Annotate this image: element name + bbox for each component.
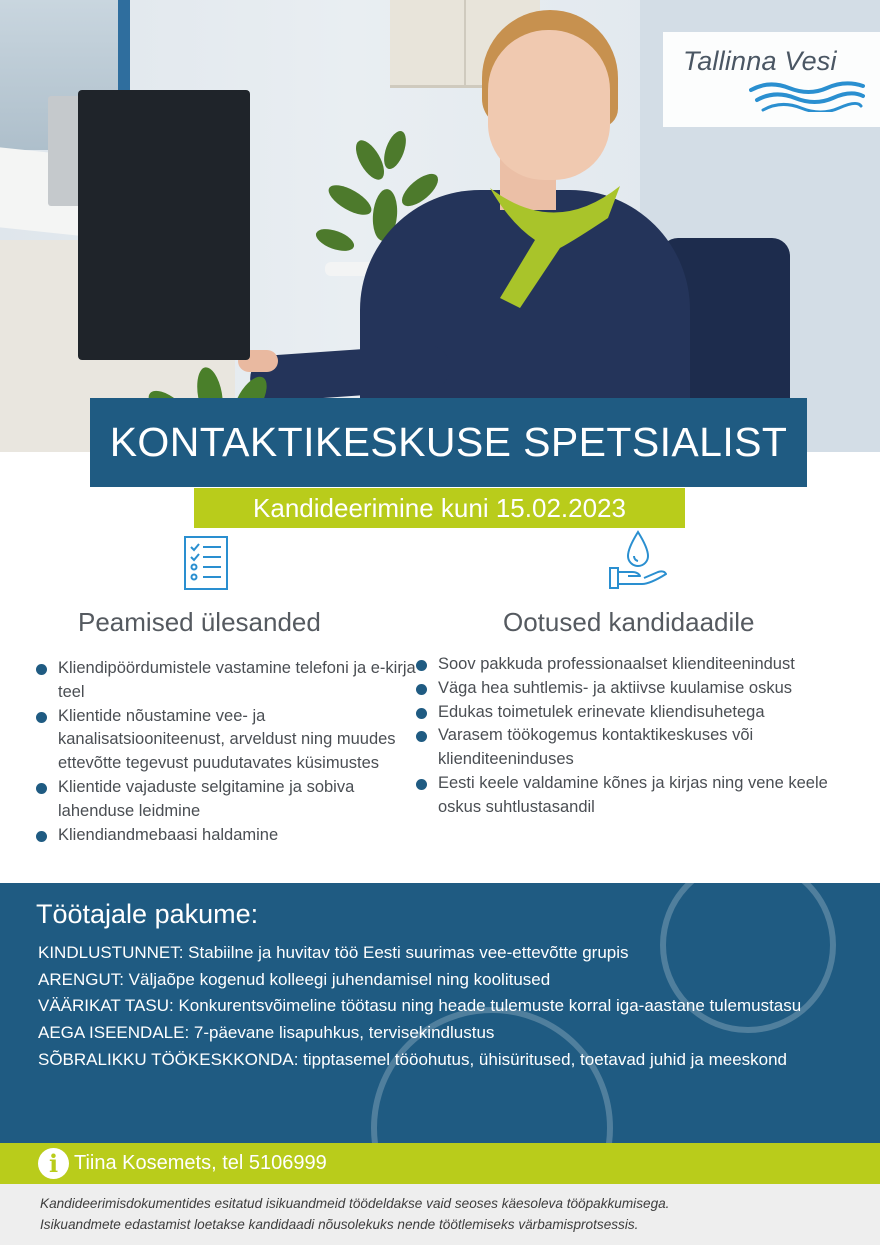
brand-logo [663, 32, 880, 127]
footer-line: Isikuandmete edastamist loetakse kandidaadi nõusolekuks nende töötlemiseks värbamisprotsessis. [40, 1217, 639, 1232]
logo-text: Tallinna Vesi [683, 46, 837, 76]
offer-line: KINDLUSTUNNET: Stabiilne ja huvitav töö Eesti suurimas vee-ettevõtte grupis [38, 943, 629, 962]
list-item: Edukas toimetulek erinevate kliendisuhetega [416, 701, 866, 725]
footer-line: Kandideerimisdokumentides esitatud isikuandmeid töödeldakse vaid seoses käesoleva tööpakkumisega. [40, 1196, 670, 1211]
list-item: Kliendiandmebaasi haldamine [36, 824, 416, 848]
duties-heading: Peamised ülesanded [78, 607, 321, 637]
scarf-icon [480, 178, 630, 318]
deadline-banner [194, 488, 685, 528]
duties-list [36, 657, 416, 847]
checklist-icon [183, 535, 229, 591]
deadline-text: Kandideerimine kuni 15.02.2023 [253, 492, 626, 523]
expectations-list [416, 653, 866, 820]
offer-line: AEGA ISEENDALE: 7-päevane lisapuhkus, tervisekindlustus [38, 1023, 495, 1043]
list-item: Väga hea suhtlemis- ja aktiivse kuulamise oskus [416, 677, 866, 701]
offer-list [38, 940, 838, 1074]
list-item: Klientide nõustamine vee- ja kanalisatsiooniteenust, arveldust ning muudes ettevõtte tegevust puudutavates küsimustes [36, 705, 416, 776]
offer-heading: Töötajale pakume: [36, 899, 259, 929]
list-item: Eesti keele valdamine kõnes ja kirjas ning vene keele oskus suhtlustasandil [416, 772, 866, 820]
offer-section [0, 883, 880, 1143]
list-item: Klientide vajaduste selgitamine ja sobiva lahenduse leidmine [36, 776, 416, 824]
offer-line: ARENGUT: Väljaõpe kogenud kolleegi juhendamisel ning koolitused [38, 969, 551, 989]
list-item: Varasem töökogemus kontaktikeskuses või klienditeeninduses [416, 724, 866, 772]
info-glyph: i [48, 1149, 59, 1178]
info-icon [38, 1148, 69, 1179]
contact-bar [0, 1143, 880, 1184]
waves-icon [749, 78, 865, 112]
water-drop-hand-icon [606, 530, 670, 590]
offer-line: SÕBRALIKKU TÖÖKESKKONDA: tipptasemel tööohutus, ühisüritused, toetavad juhid ja meeskond [38, 1049, 788, 1069]
expectations-heading: Ootused kandidaadile [503, 607, 755, 637]
footer [0, 1184, 880, 1245]
page-title: KONTAKTIKESKUSE SPETSIALIST [109, 419, 788, 465]
job-title-banner [90, 398, 807, 487]
contact-text: Tiina Kosemets, tel 5106999 [74, 1152, 327, 1174]
list-item: Kliendipöördumistele vastamine telefoni ja e-kirja teel [36, 657, 416, 705]
list-item: Soov pakkuda professionaalset klienditeenindust [416, 653, 866, 677]
privacy-notice [40, 1193, 860, 1235]
offer-line: VÄÄRIKAT TASU: Konkurentsvõimeline töötasu ning heade tulemuste korral iga-aastane tulemustasu [38, 996, 802, 1016]
